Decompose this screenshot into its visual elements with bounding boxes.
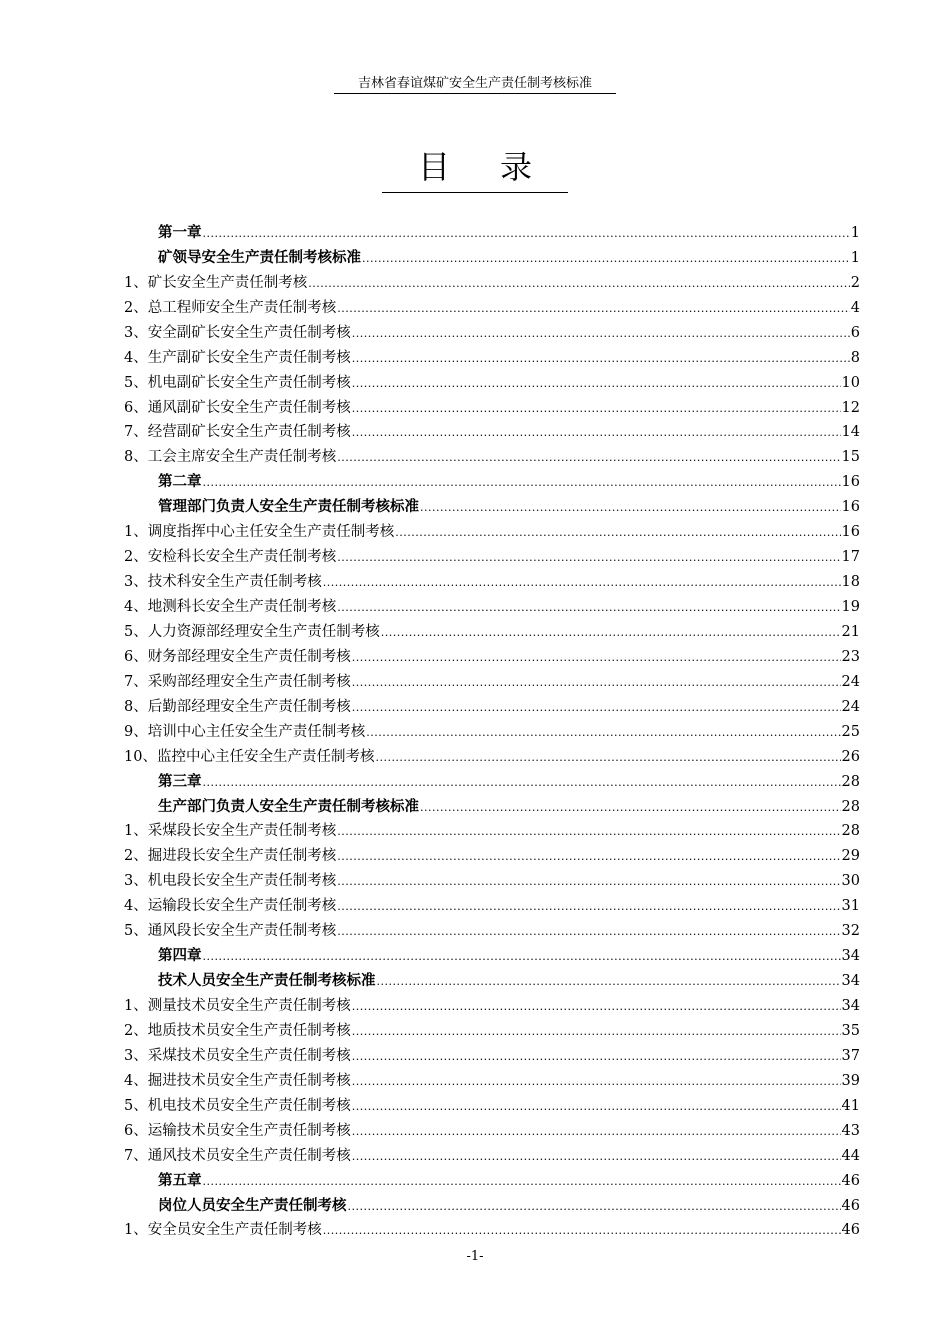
toc-dot-leader <box>352 999 841 1015</box>
toc-entry-page: 44 <box>841 1147 860 1164</box>
toc-dot-leader <box>323 1223 841 1239</box>
toc-entry[interactable] <box>124 1040 860 1065</box>
toc-entry[interactable] <box>124 1065 860 1090</box>
toc-dot-leader <box>337 301 850 317</box>
toc-entry-page: 15 <box>841 449 860 466</box>
toc-entry[interactable] <box>124 1015 860 1040</box>
toc-dot-leader <box>337 600 840 616</box>
toc-entry-page: 19 <box>841 599 860 615</box>
toc-dot-leader <box>352 351 850 367</box>
toc-dot-leader <box>420 500 841 516</box>
toc-entry[interactable] <box>124 1140 860 1165</box>
toc-dot-leader <box>362 251 850 267</box>
toc-entry-label: 1、调度指挥中心主任安全生产责任制考核 <box>124 524 395 541</box>
toc-dot-leader <box>352 675 841 691</box>
toc-entry-page: 35 <box>841 1022 860 1039</box>
toc-entry-page: 25 <box>841 723 860 740</box>
toc-entry-page: 1 <box>850 224 860 241</box>
toc-entry-label: 2、安检科长安全生产责任制考核 <box>124 549 337 566</box>
title-char-1: 目 <box>417 148 450 186</box>
toc-entry-label: 5、机电技术员安全生产责任制考核 <box>124 1097 351 1114</box>
toc-entry[interactable] <box>124 840 860 865</box>
toc-dot-leader <box>337 899 840 915</box>
toc-dot-leader <box>377 974 841 990</box>
toc-entry-label: 第四章 <box>158 947 202 965</box>
toc-entry[interactable] <box>124 417 860 442</box>
toc-entry-label: 7、采购部经理安全生产责任制考核 <box>124 673 351 690</box>
toc-dot-leader <box>203 226 850 242</box>
toc-dot-leader <box>352 1049 841 1065</box>
toc-heading-entry[interactable] <box>124 217 860 242</box>
toc-entry[interactable] <box>124 516 860 541</box>
toc-entry-page: 2 <box>850 274 860 291</box>
toc-entry-page: 1 <box>850 249 860 266</box>
toc-entry[interactable] <box>124 1115 860 1140</box>
toc-entry-label: 3、采煤技术员安全生产责任制考核 <box>124 1047 351 1064</box>
toc-dot-leader <box>203 949 841 965</box>
toc-entry-label: 第一章 <box>158 223 202 241</box>
toc-heading-entry[interactable] <box>124 965 860 990</box>
toc-entry-label: 8、工会主席安全生产责任制考核 <box>124 449 337 466</box>
toc-entry-page: 34 <box>841 998 860 1014</box>
toc-dot-leader <box>308 276 850 292</box>
toc-entry-label: 7、经营副矿长安全生产责任制考核 <box>124 424 351 441</box>
toc-entry-label: 2、掘进段长安全生产责任制考核 <box>124 848 337 865</box>
toc-entry-label: 4、运输段长安全生产责任制考核 <box>124 898 337 915</box>
toc-entry-label: 10、监控中心主任安全生产责任制考核 <box>124 748 375 765</box>
toc-entry-page: 4 <box>850 299 860 316</box>
toc-entry-label: 4、掘进技术员安全生产责任制考核 <box>124 1072 351 1089</box>
toc-entry-label: 3、安全副矿长安全生产责任制考核 <box>124 324 351 341</box>
toc-dot-leader <box>337 450 840 466</box>
toc-entry-label: 2、总工程师安全生产责任制考核 <box>124 299 337 316</box>
toc-dot-leader <box>352 1124 841 1140</box>
toc-heading-entry[interactable] <box>124 940 860 965</box>
toc-entry[interactable] <box>124 317 860 342</box>
toc-entry-label: 矿领导安全生产责任制考核标准 <box>158 248 361 266</box>
page-title <box>0 142 950 193</box>
toc-entry-page: 21 <box>841 623 860 640</box>
header-text: 吉林省春谊煤矿安全生产责任制考核标准 <box>334 72 616 94</box>
toc-entry[interactable] <box>124 1090 860 1115</box>
toc-dot-leader <box>352 1024 841 1040</box>
toc-entry-label: 7、通风技术员安全生产责任制考核 <box>124 1147 351 1164</box>
toc-dot-leader <box>337 874 840 890</box>
toc-entry-page: 31 <box>841 898 860 915</box>
toc-entry-label: 4、地测科长安全生产责任制考核 <box>124 599 337 615</box>
page-number: -1- <box>466 1249 484 1264</box>
toc-dot-leader <box>352 700 841 716</box>
toc-entry-label: 第三章 <box>158 772 202 790</box>
toc-entry-label: 第五章 <box>158 1171 202 1189</box>
toc-entry-page: 12 <box>841 399 860 416</box>
toc-dot-leader <box>337 550 840 566</box>
toc-entry-page: 34 <box>841 948 860 965</box>
toc-dot-leader <box>381 625 841 641</box>
toc-entry[interactable] <box>124 816 860 841</box>
toc-heading-entry[interactable] <box>124 766 860 791</box>
toc-dot-leader <box>352 376 841 392</box>
toc-entry-label: 5、人力资源部经理安全生产责任制考核 <box>124 623 380 640</box>
toc-entry-page: 46 <box>841 1197 860 1214</box>
page-title-underlined <box>382 142 568 193</box>
toc-entry[interactable] <box>124 342 860 367</box>
toc-entry[interactable] <box>124 591 860 616</box>
toc-entry-label: 8、后勤部经理安全生产责任制考核 <box>124 698 351 715</box>
toc-heading-entry[interactable] <box>124 1165 860 1190</box>
toc-entry-page: 39 <box>841 1072 860 1089</box>
document-header <box>0 72 950 94</box>
toc-entry-page: 28 <box>841 773 860 790</box>
toc-dot-leader <box>337 924 840 940</box>
toc-heading-entry[interactable] <box>124 466 860 491</box>
toc-entry[interactable] <box>124 441 860 466</box>
toc-entry[interactable] <box>124 267 860 292</box>
toc-dot-leader <box>352 650 841 666</box>
toc-entry-label: 岗位人员安全生产责任制考核 <box>158 1196 347 1214</box>
toc-dot-leader <box>352 401 841 417</box>
toc-entry-page: 8 <box>850 349 860 366</box>
toc-entry-page: 28 <box>841 823 860 840</box>
toc-entry[interactable] <box>124 367 860 392</box>
toc-entry[interactable] <box>124 566 860 591</box>
toc-entry-page: 24 <box>841 673 860 690</box>
toc-heading-entry[interactable] <box>124 242 860 267</box>
toc-dot-leader <box>323 575 841 591</box>
toc-entry-page: 46 <box>841 1172 860 1189</box>
toc-entry[interactable] <box>124 392 860 417</box>
toc-dot-leader <box>375 750 840 766</box>
toc-dot-leader <box>352 326 850 342</box>
toc-entry-label: 4、生产副矿长安全生产责任制考核 <box>124 349 351 366</box>
toc-entry-page: 46 <box>841 1222 860 1239</box>
toc-entry[interactable] <box>124 292 860 317</box>
toc-entry[interactable] <box>124 641 860 666</box>
toc-entry-label: 5、机电副矿长安全生产责任制考核 <box>124 374 351 391</box>
toc-entry-page: 43 <box>841 1122 860 1139</box>
title-char-2: 录 <box>500 148 533 186</box>
toc-entry[interactable] <box>124 1215 860 1240</box>
toc-heading-entry[interactable] <box>124 791 860 816</box>
toc-dot-leader <box>395 525 840 541</box>
toc-entry-page: 41 <box>841 1097 860 1114</box>
toc-entry[interactable] <box>124 716 860 741</box>
toc-entry-label: 3、技术科安全生产责任制考核 <box>124 574 322 591</box>
toc-entry-label: 5、通风段长安全生产责任制考核 <box>124 923 337 940</box>
toc-entry-page: 14 <box>841 424 860 441</box>
toc-entry-label: 1、测量技术员安全生产责任制考核 <box>124 998 351 1014</box>
toc-entry-page: 17 <box>841 549 860 566</box>
toc-entry-label: 6、运输技术员安全生产责任制考核 <box>124 1122 351 1139</box>
toc-entry-page: 29 <box>841 848 860 865</box>
toc-entry-page: 28 <box>841 798 860 815</box>
table-of-contents <box>124 217 860 1239</box>
toc-dot-leader <box>366 725 840 741</box>
toc-entry-label: 9、培训中心主任安全生产责任制考核 <box>124 723 366 740</box>
page-footer <box>0 1249 950 1264</box>
toc-entry-page: 16 <box>841 474 860 491</box>
toc-heading-entry[interactable] <box>124 1190 860 1215</box>
toc-entry-page: 10 <box>841 374 860 391</box>
toc-entry-page: 30 <box>841 873 860 890</box>
toc-entry[interactable] <box>124 666 860 691</box>
toc-entry-label: 管理部门负责人安全生产责任制考核标准 <box>158 498 419 516</box>
toc-entry-label: 生产部门负责人安全生产责任制考核标准 <box>158 797 419 815</box>
toc-entry-label: 6、财务部经理安全生产责任制考核 <box>124 648 351 665</box>
toc-entry-label: 2、地质技术员安全生产责任制考核 <box>124 1022 351 1039</box>
toc-dot-leader <box>352 1074 841 1090</box>
toc-entry-page: 16 <box>841 524 860 541</box>
toc-entry-page: 34 <box>841 973 860 990</box>
toc-entry-label: 1、安全员安全生产责任制考核 <box>124 1222 322 1239</box>
toc-entry-label: 1、矿长安全生产责任制考核 <box>124 274 308 291</box>
toc-dot-leader <box>203 1174 841 1190</box>
toc-entry-page: 32 <box>841 923 860 940</box>
toc-entry-label: 第二章 <box>158 473 202 491</box>
toc-dot-leader <box>337 824 840 840</box>
toc-entry-label: 6、通风副矿长安全生产责任制考核 <box>124 399 351 416</box>
toc-heading-entry[interactable] <box>124 491 860 516</box>
toc-dot-leader <box>348 1199 841 1215</box>
toc-dot-leader <box>352 1099 841 1115</box>
toc-entry[interactable] <box>124 915 860 940</box>
toc-entry[interactable] <box>124 541 860 566</box>
toc-entry-page: 6 <box>850 324 860 341</box>
toc-dot-leader <box>203 475 841 491</box>
toc-dot-leader <box>337 849 840 865</box>
toc-dot-leader <box>352 425 841 441</box>
toc-dot-leader <box>352 1149 841 1165</box>
toc-entry[interactable] <box>124 691 860 716</box>
toc-entry[interactable] <box>124 865 860 890</box>
toc-dot-leader <box>420 800 841 816</box>
toc-entry[interactable] <box>124 741 860 766</box>
toc-entry-page: 18 <box>841 574 860 591</box>
toc-entry-label: 3、机电段长安全生产责任制考核 <box>124 873 337 890</box>
toc-entry[interactable] <box>124 990 860 1015</box>
toc-entry-page: 23 <box>841 648 860 665</box>
toc-entry[interactable] <box>124 616 860 641</box>
toc-entry-page: 24 <box>841 698 860 715</box>
toc-entry-page: 16 <box>841 499 860 516</box>
toc-dot-leader <box>203 775 841 791</box>
toc-entry-page: 26 <box>841 748 860 765</box>
toc-entry-label: 1、采煤段长安全生产责任制考核 <box>124 823 337 840</box>
toc-entry-label: 技术人员安全生产责任制考核标准 <box>158 972 376 990</box>
toc-entry-page: 37 <box>841 1047 860 1064</box>
toc-entry[interactable] <box>124 890 860 915</box>
